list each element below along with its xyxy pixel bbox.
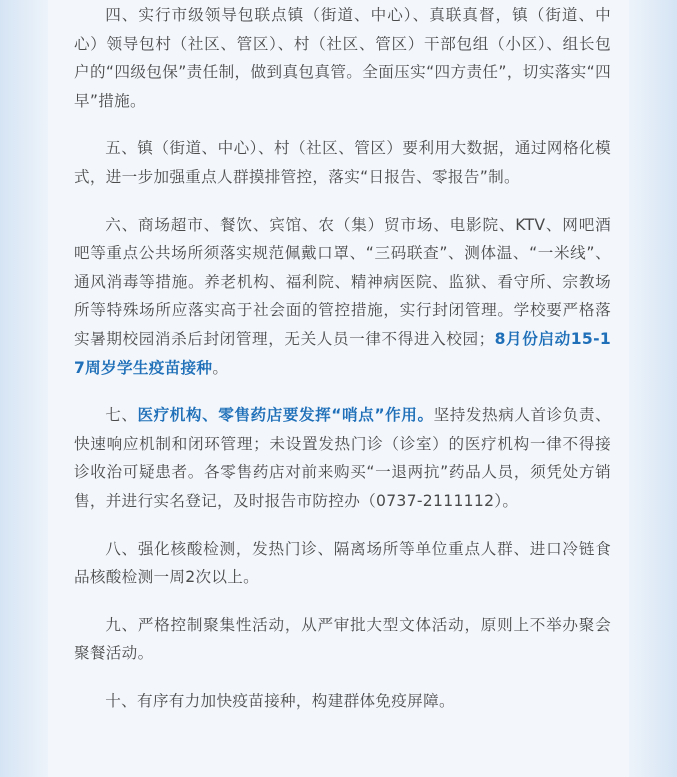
paragraph-item-9 [74, 611, 611, 668]
paragraph-item-8 [74, 535, 611, 592]
paragraph-text: 坚持发热病人首诊负责、快速响应机制和闭环管理；未设置发热门诊（诊室）的医疗机构一律不得接诊收治可疑患者。各零售药店对前来购买“一退两抗”药品人员，须凭处方销售，并进行实名登记，及时报告市防控办（0737-2111112）。 [74, 406, 611, 510]
paragraph-item-6 [74, 211, 611, 383]
highlight-text: 医疗机构、零售药店要发挥“哨点”作用。 [137, 406, 434, 425]
paragraph-text: 五、镇（街道、中心）、村（社区、管区）要利用大数据，通过网格化模式，进一步加强重点人群摸排管控，落实“日报告、零报告”制。 [74, 139, 611, 186]
paragraph-text: 十、有序有力加快疫苗接种，构建群体免疫屏障。 [105, 691, 455, 710]
paragraph-text: 九、严格控制聚集性活动，从严审批大型文体活动，原则上不举办聚会聚餐活动。 [74, 615, 611, 663]
paragraph-text: 六、商场超市、餐饮、宾馆、农（集）贸市场、电影院、KTV、网吧酒吧等重点公共场所须落实规范佩戴口罩、“三码联查”、测体温、“一米线”、通风消毒等措施。养老机构、福利院、精神病医院、监狱、看守所、宗教场所等特殊场所应落实高于社会面的管控措施，实行封闭管理。学校要严格落实暑期校园消杀后封闭管理，无关人员一律不得进入校园； [74, 215, 611, 348]
paragraph-text: 四、实行市级领导包联点镇（街道、中心）、真联真督，镇（街道、中心）领导包村（社区、管区）、村（社区、管区）干部包组（小区）、组长包户的“四级包保”责任制，做到真包真管。全面压实“四方责任”，切实落实“四早”措施。 [74, 6, 611, 110]
paragraph-item-5 [74, 134, 611, 191]
paragraph-text: 八、强化核酸检测，发热门诊、隔离场所等单位重点人群、进口冷链食品核酸检测一周2次以上。 [74, 539, 611, 587]
paragraph-text: 。 [212, 358, 229, 377]
paragraph-text: 七、 [105, 406, 138, 425]
highlight-text: 8月份启动15-17周岁学生疫苗接种 [74, 329, 611, 377]
paragraph-item-10 [74, 687, 611, 716]
paragraph-item-7 [74, 401, 611, 515]
article-body [74, 0, 611, 715]
paragraph-item-4 [74, 0, 611, 115]
